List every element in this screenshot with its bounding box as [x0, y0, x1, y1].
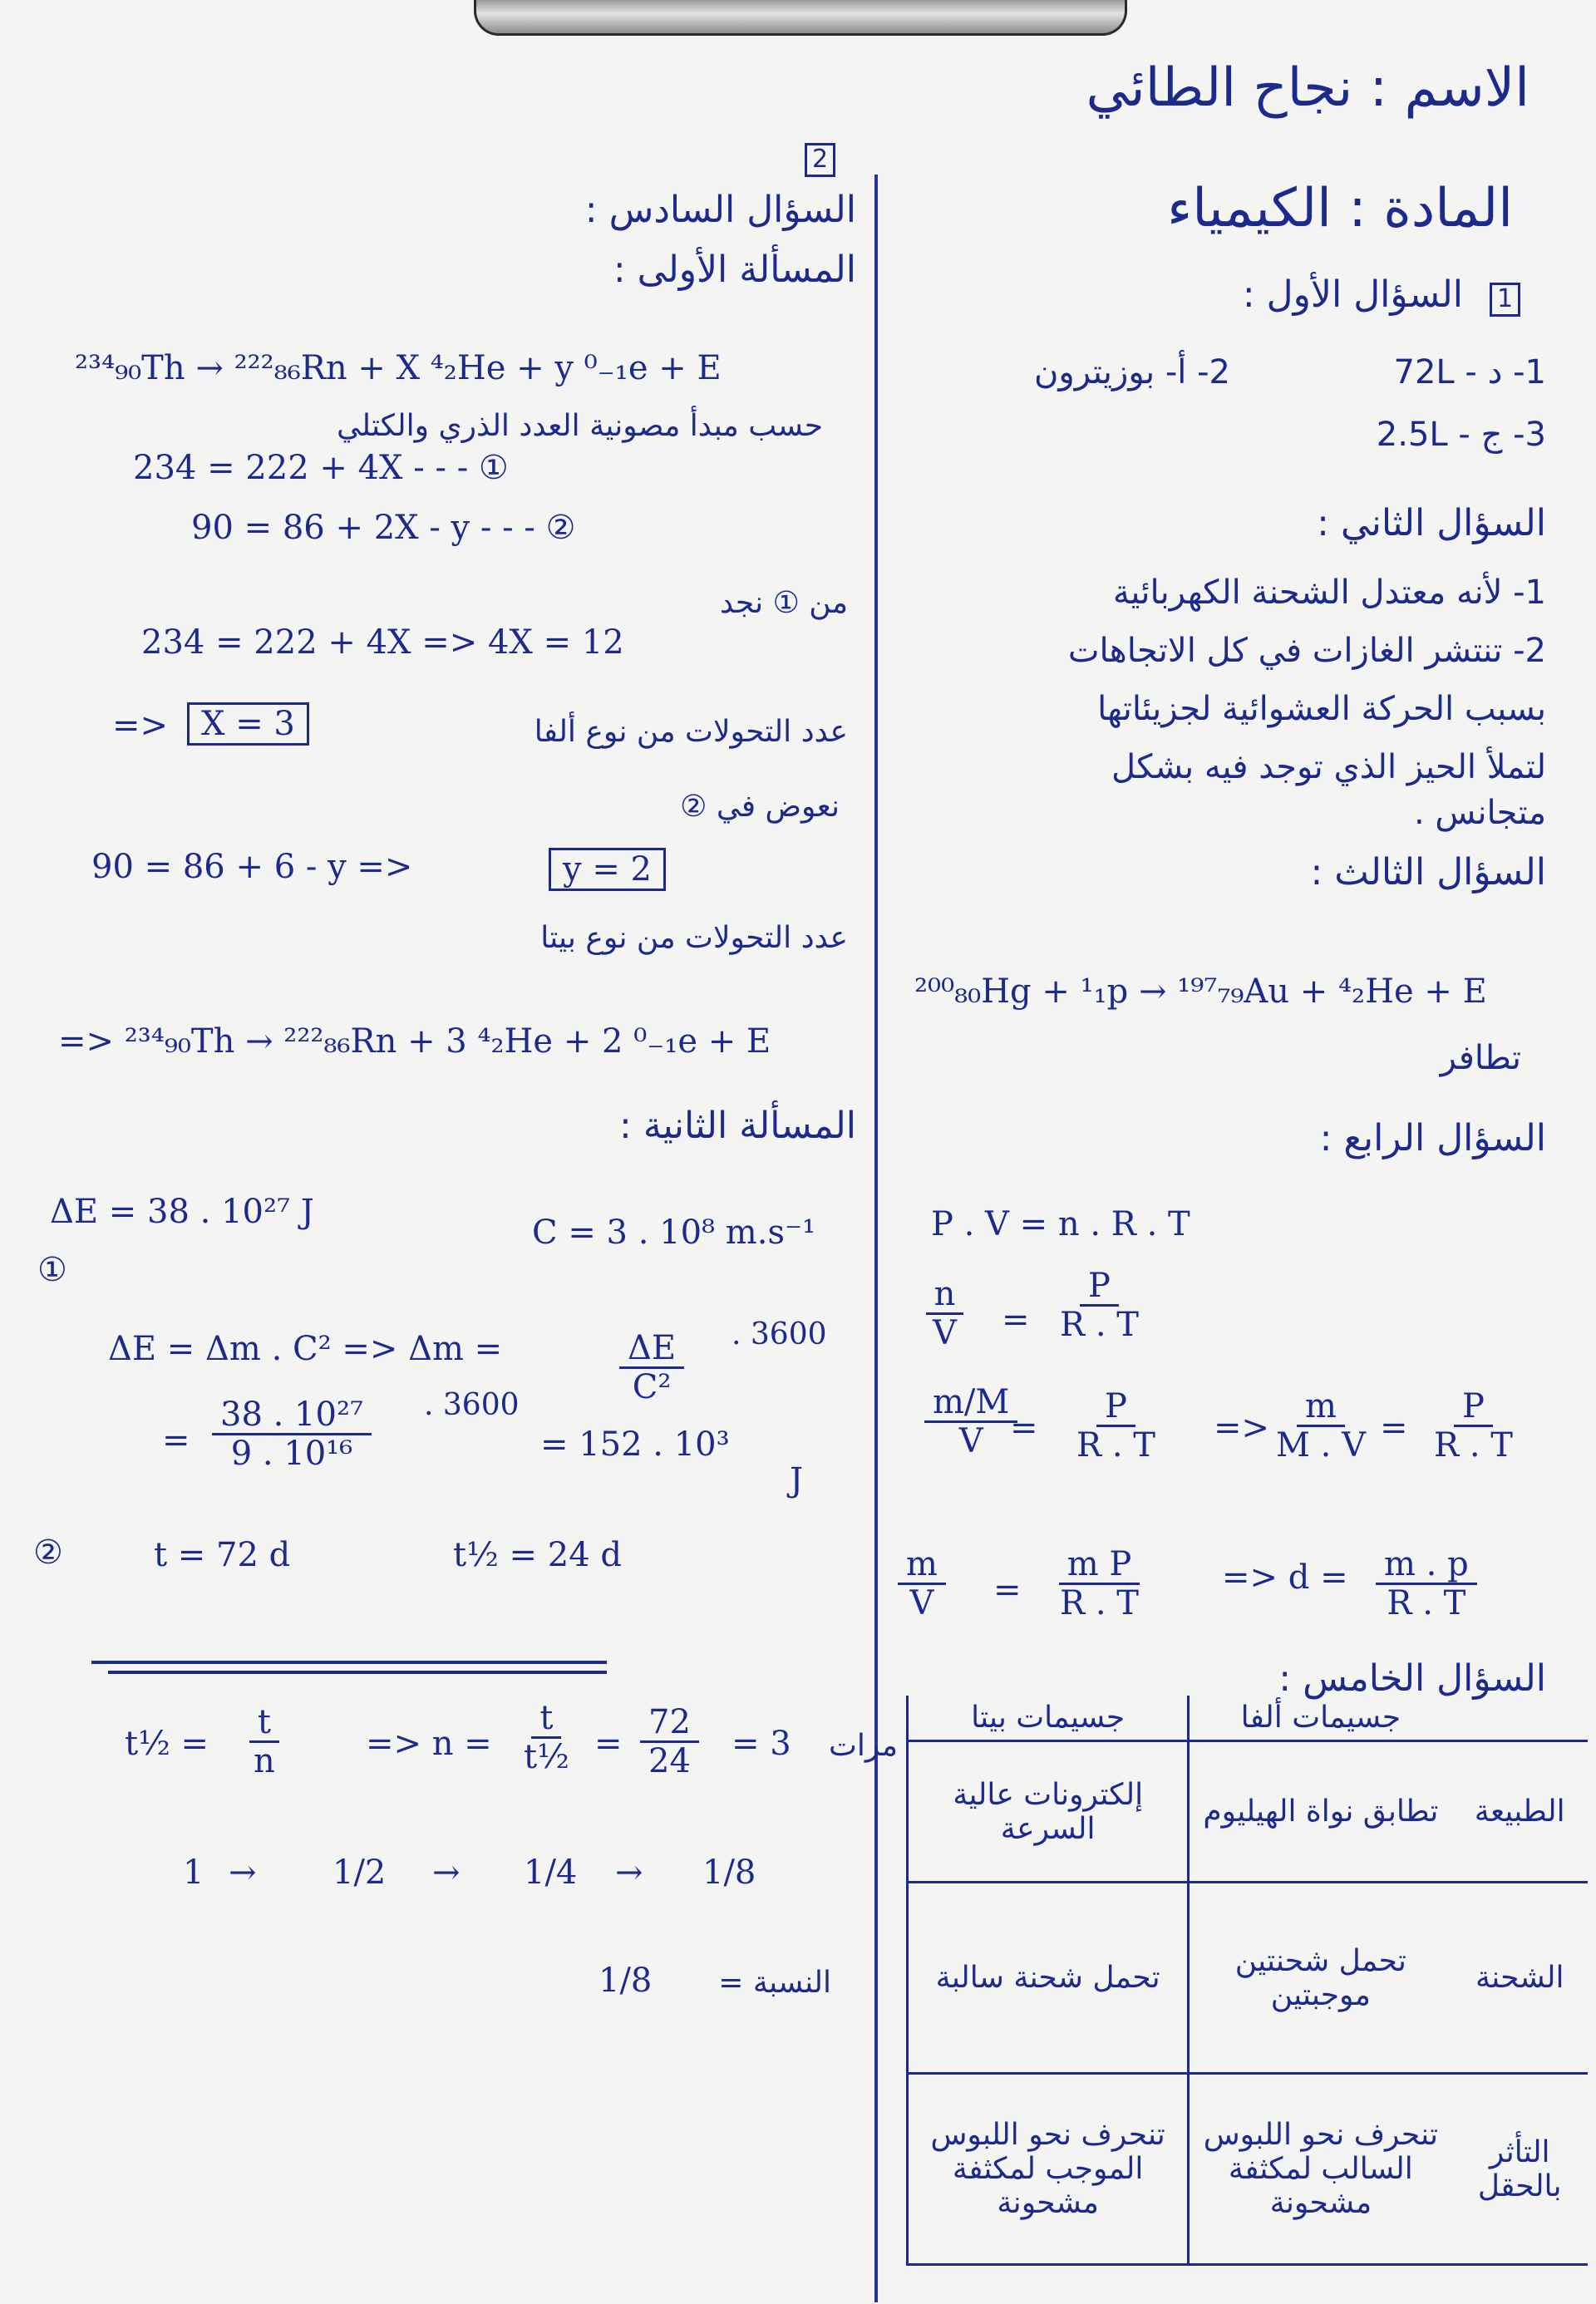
given-half-life: t½ = 24 d [453, 1536, 623, 1574]
frac-72-24: $\frac{72}{24}$ [640, 1704, 699, 1780]
q4-eq-sign-3: = [1380, 1409, 1408, 1447]
q4-frac-p-rt-3: $\frac{P}{R . T}$ [1434, 1387, 1513, 1465]
solve-n: => n = [366, 1725, 492, 1763]
half-life-lhs: t½ = [125, 1725, 209, 1763]
frac-deltaE-c2: $\frac{\Delta E}{\text{C²}}$ [619, 1330, 684, 1406]
times-word: مرات [828, 1729, 898, 1763]
mass-energy-relation: ΔE = Δm . C² => Δm = [108, 1330, 503, 1368]
q1-answer-1: 1- د - 72L [1393, 353, 1546, 391]
table-cell: تنحرف نحو اللبوس السالب لمكثفة مشحونة [1189, 2074, 1452, 2265]
q4-frac-n-v: $\frac{n}{V}$ [924, 1276, 965, 1351]
table-row [908, 1741, 1589, 1883]
part-1-marker: ① [37, 1251, 67, 1289]
q4-gas-law: P . V = n . R . T [931, 1205, 1190, 1243]
alpha-count-text: عدد التحولات من نوع ألفا [534, 715, 848, 749]
q3-note: تطافر [1440, 1039, 1521, 1077]
part-2-marker: ② [33, 1534, 63, 1572]
eq-sign-n: = [594, 1725, 623, 1763]
q4-frac-mp-rt-2: $\frac{m . p}{R . T}$ [1376, 1546, 1477, 1622]
table-cell: إلكترونات عالية السرعة [908, 1741, 1189, 1883]
q5-title: السؤال الخامس : [1278, 1657, 1546, 1700]
table-cell: الشحنة [1451, 1883, 1588, 2074]
x-implies: => [112, 706, 169, 745]
frac-t-n: $\frac{t}{n}$ [245, 1704, 283, 1780]
mass-equation-1: 234 = 222 + 4X - - - ① [133, 449, 509, 487]
annotation-3600-2: . 3600 [424, 1388, 520, 1422]
mass-result: = 152 . 10³ [540, 1425, 730, 1464]
table-cell: تنحرف نحو اللبوس الموجب لمكثفة مشحونة [908, 2074, 1189, 2265]
table-header-row [908, 1696, 1589, 1741]
table-row [908, 1883, 1589, 2074]
seq-arrow-icon: → [432, 1854, 461, 1892]
eq-sign-mass: = [162, 1421, 190, 1460]
q4-frac-m-mv: $\frac{m}{M . V}$ [1276, 1387, 1366, 1465]
q2-line-2: 2- تنتشر الغازات في كل الاتجاهات [1067, 632, 1546, 670]
q2-line-5: متجانس . [1413, 794, 1546, 832]
q3-title: السؤال الثالث : [1310, 851, 1546, 894]
calc-x: 234 = 222 + 4X => 4X = 12 [141, 623, 624, 662]
table-cell: تطابق نواة الهيليوم [1189, 1741, 1452, 1883]
decay-seq-2: 1/2 [332, 1854, 387, 1892]
final-decay-equation: => ²³⁴₉₀Th → ²²²₈₆Rn + 3 ⁴₂He + 2 ⁰₋₁e + E [58, 1022, 771, 1061]
calc-y: 90 = 86 + 6 - y => [91, 848, 413, 886]
q2-title: السؤال الثاني : [1317, 502, 1546, 544]
table-cell: تحمل شحنة سالبة [908, 1883, 1189, 2074]
from-eq1-text: من ① نجد [719, 586, 848, 620]
q2-line-1: 1- لأنه معتدل الشحنة الكهربائية [1112, 574, 1546, 612]
q4-implies-1: => [1214, 1409, 1270, 1447]
q4-eq-sign-2: = [1010, 1409, 1038, 1447]
frac-mass-calc: $\frac{\text{38 . 10²⁷}}{\text{9 . 10¹⁶}}$ [212, 1396, 372, 1472]
problem-1-title: المسألة الأولى : [613, 249, 856, 291]
radiation-comparison-table [906, 1696, 1588, 2266]
seq-arrow-icon: → [615, 1854, 643, 1892]
q6-title: السؤال السادس : [584, 189, 856, 231]
table-row [908, 2074, 1589, 2265]
q4-density-result: => d = [1222, 1558, 1348, 1597]
seq-arrow-icon: → [229, 1854, 257, 1892]
decay-seq-4: 1/8 [702, 1854, 756, 1892]
q4-frac-mM-v: $\frac{m/M}{V}$ [924, 1384, 1017, 1460]
q4-eq-sign-4: = [993, 1571, 1022, 1609]
conservation-text: حسب مبدأ مصونية العدد الذري والكتلي [337, 409, 823, 443]
q4-frac-mp-rt: $\frac{\text{m P}}{R . T}$ [1060, 1545, 1139, 1622]
q1-answer-3: 3- ج - 2.5L [1376, 416, 1546, 454]
crossed-out-scribble [108, 1671, 607, 1674]
table-header-cell [1451, 1696, 1588, 1741]
decay-seq-3: 1/4 [524, 1854, 578, 1892]
decay-seq-1: 1 [183, 1854, 204, 1892]
table-cell: التأثر بالحقل [1451, 2074, 1588, 2265]
ratio-label: النسبة = [718, 1966, 831, 2000]
subject-line: المادة : الكيمياء [1167, 178, 1513, 239]
x-result: X = 3 [187, 702, 309, 746]
y-result: y = 2 [549, 848, 666, 891]
q1-answer-2: 2- أ- بوزيترون [1034, 353, 1230, 391]
q4-frac-p-rt-2: $\frac{P}{R . T}$ [1076, 1387, 1155, 1465]
column-divider [874, 175, 878, 2302]
q4-frac-p-rt: $\frac{P}{R . T}$ [1060, 1267, 1139, 1344]
decay-equation: ²³⁴₉₀Th → ²²²₈₆Rn + X ⁴₂He + y ⁰₋₁e + E [75, 349, 722, 387]
table-header-cell: جسيمات بيتا [908, 1696, 1189, 1741]
q3-equation: ²⁰⁰₈₀Hg + ¹₁p → ¹⁹⁷₇₉Au + ⁴₂He + E [914, 972, 1487, 1011]
student-name-line: الاسم : نجاح الطائي [1086, 57, 1530, 119]
table-cell: تحمل شحنتين موجبتين [1189, 1883, 1452, 2074]
clipboard-clip [474, 0, 1127, 36]
unit-joule: J [790, 1461, 804, 1499]
given-energy: ΔE = 38 . 10²⁷ J [50, 1193, 314, 1231]
crossed-out-scribble [91, 1661, 607, 1664]
given-light-speed: C = 3 . 10⁸ m.s⁻¹ [532, 1214, 816, 1252]
q4-title: السؤال الرابع : [1319, 1117, 1546, 1159]
q4-eq-sign-1: = [1002, 1301, 1030, 1339]
annotation-3600: . 3600 [732, 1317, 827, 1351]
q2-line-3: بسبب الحركة العشوائية لجزيئاتها [1097, 690, 1546, 728]
q1-title: السؤال الأول : [1242, 273, 1463, 316]
beta-count-text: عدد التحولات من نوع بيتا [540, 921, 848, 955]
q2-line-4: لتملأ الحيز الذي توجد فيه بشكل [1111, 748, 1546, 786]
problem-2-title: المسألة الثانية : [619, 1105, 856, 1147]
atomic-equation-2: 90 = 86 + 2X - y - - - ② [191, 509, 576, 547]
substitute-eq2-text: نعوض في ② [680, 790, 840, 824]
page-number: 2 [805, 143, 835, 177]
table-cell: الطبيعة [1451, 1741, 1588, 1883]
frac-t-thalf: $\frac{t}{\text{t½}}$ [524, 1699, 569, 1776]
q4-frac-m-v: $\frac{m}{V}$ [898, 1546, 946, 1622]
table-header-cell: جسيمات ألفا [1189, 1696, 1452, 1741]
ratio-value: 1/8 [598, 1962, 653, 2000]
n-result: = 3 [732, 1725, 791, 1763]
given-time: t = 72 d [154, 1536, 291, 1574]
q1-number: 1 [1490, 283, 1520, 317]
